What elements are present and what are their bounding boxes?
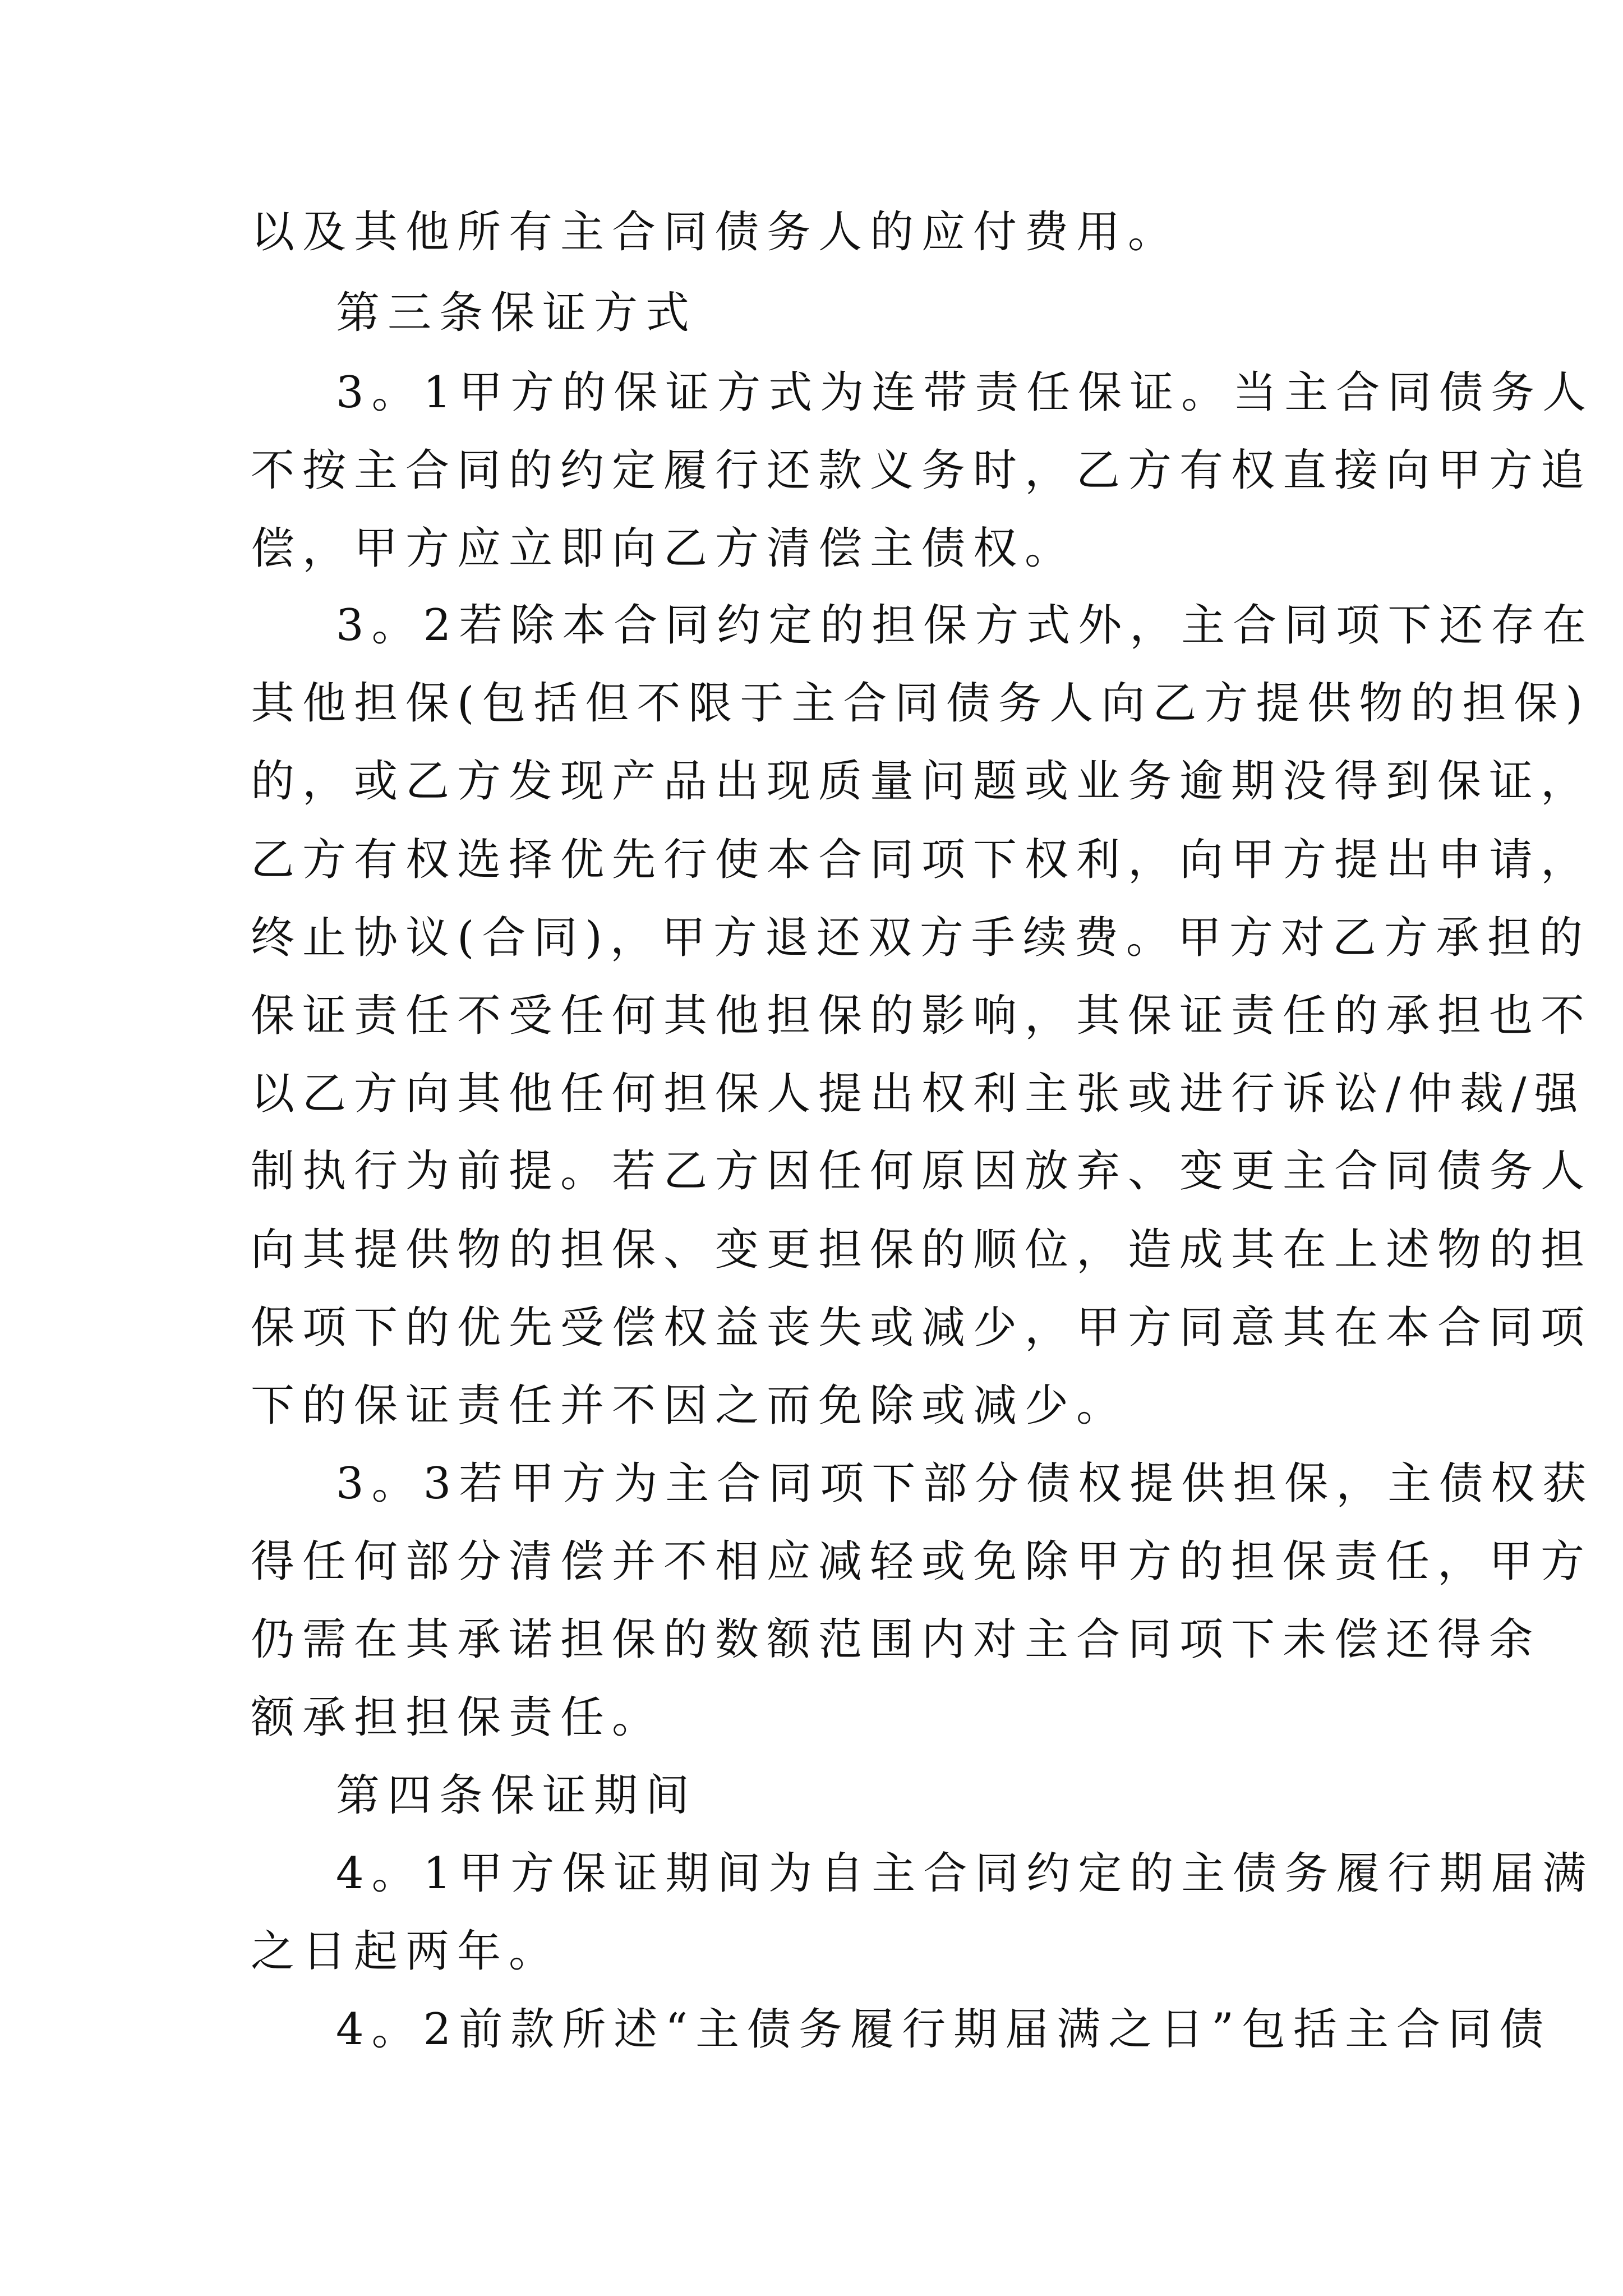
text-line: 偿，甲方应立即向乙方清偿主债权。 <box>251 523 1077 574</box>
text-line: 下的保证责任并不因之而免除或减少。 <box>251 1381 1128 1431</box>
text-line: 以乙方向其他任何担保人提出权利主张或进行诉讼/仲裁/强 <box>251 1069 1586 1119</box>
text-line: 以及其他所有主合同债务人的应付费用。 <box>251 207 1180 257</box>
text-line: 不按主合同的约定履行还款义务时，乙方有权直接向甲方追 <box>251 445 1593 496</box>
text-line: 终止协议(合同)，甲方退还双方手续费。甲方对乙方承担的 <box>251 913 1590 963</box>
text-line: 制执行为前提。若乙方因任何原因放弃、变更主合同债务人 <box>251 1146 1593 1197</box>
text-line: 的，或乙方发现产品出现质量问题或业务逾期没得到保证， <box>251 756 1593 807</box>
text-line: 仍需在其承诺担保的数额范围内对主合同项下未偿还得余 <box>251 1614 1541 1665</box>
text-line: 得任何部分清偿并不相应减轻或免除甲方的担保责任，甲方 <box>251 1536 1593 1587</box>
section-heading: 第三条保证方式 <box>336 288 698 338</box>
text-line: 其他担保(包括但不限于主合同债务人向乙方提供物的担保) <box>251 678 1590 729</box>
text-line: 乙方有权选择优先行使本合同项下权利，向甲方提出申请， <box>251 835 1593 885</box>
text-line: 3。2若除本合同约定的担保方式外，主合同项下还存在 <box>336 600 1594 651</box>
text-line: 3。3若甲方为主合同项下部分债权提供担保，主债权获 <box>336 1458 1594 1509</box>
text-line: 4。2前款所述“主债务履行期届满之日”包括主合同债 <box>336 2004 1552 2055</box>
text-line: 3。1甲方的保证方式为连带责任保证。当主合同债务人 <box>336 367 1594 418</box>
text-line: 向其提供物的担保、变更担保的顺位，造成其在上述物的担 <box>251 1225 1593 1275</box>
section-heading: 第四条保证期间 <box>336 1770 698 1821</box>
text-line: 保证责任不受任何其他担保的影响，其保证责任的承担也不 <box>251 991 1593 1041</box>
text-line: 4。1甲方保证期间为自主合同约定的主债务履行期届满 <box>336 1848 1594 1899</box>
text-line: 额承担担保责任。 <box>251 1692 664 1743</box>
text-line: 保项下的优先受偿权益丧失或减少，甲方同意其在本合同项 <box>251 1303 1593 1353</box>
text-line: 之日起两年。 <box>251 1926 561 1977</box>
